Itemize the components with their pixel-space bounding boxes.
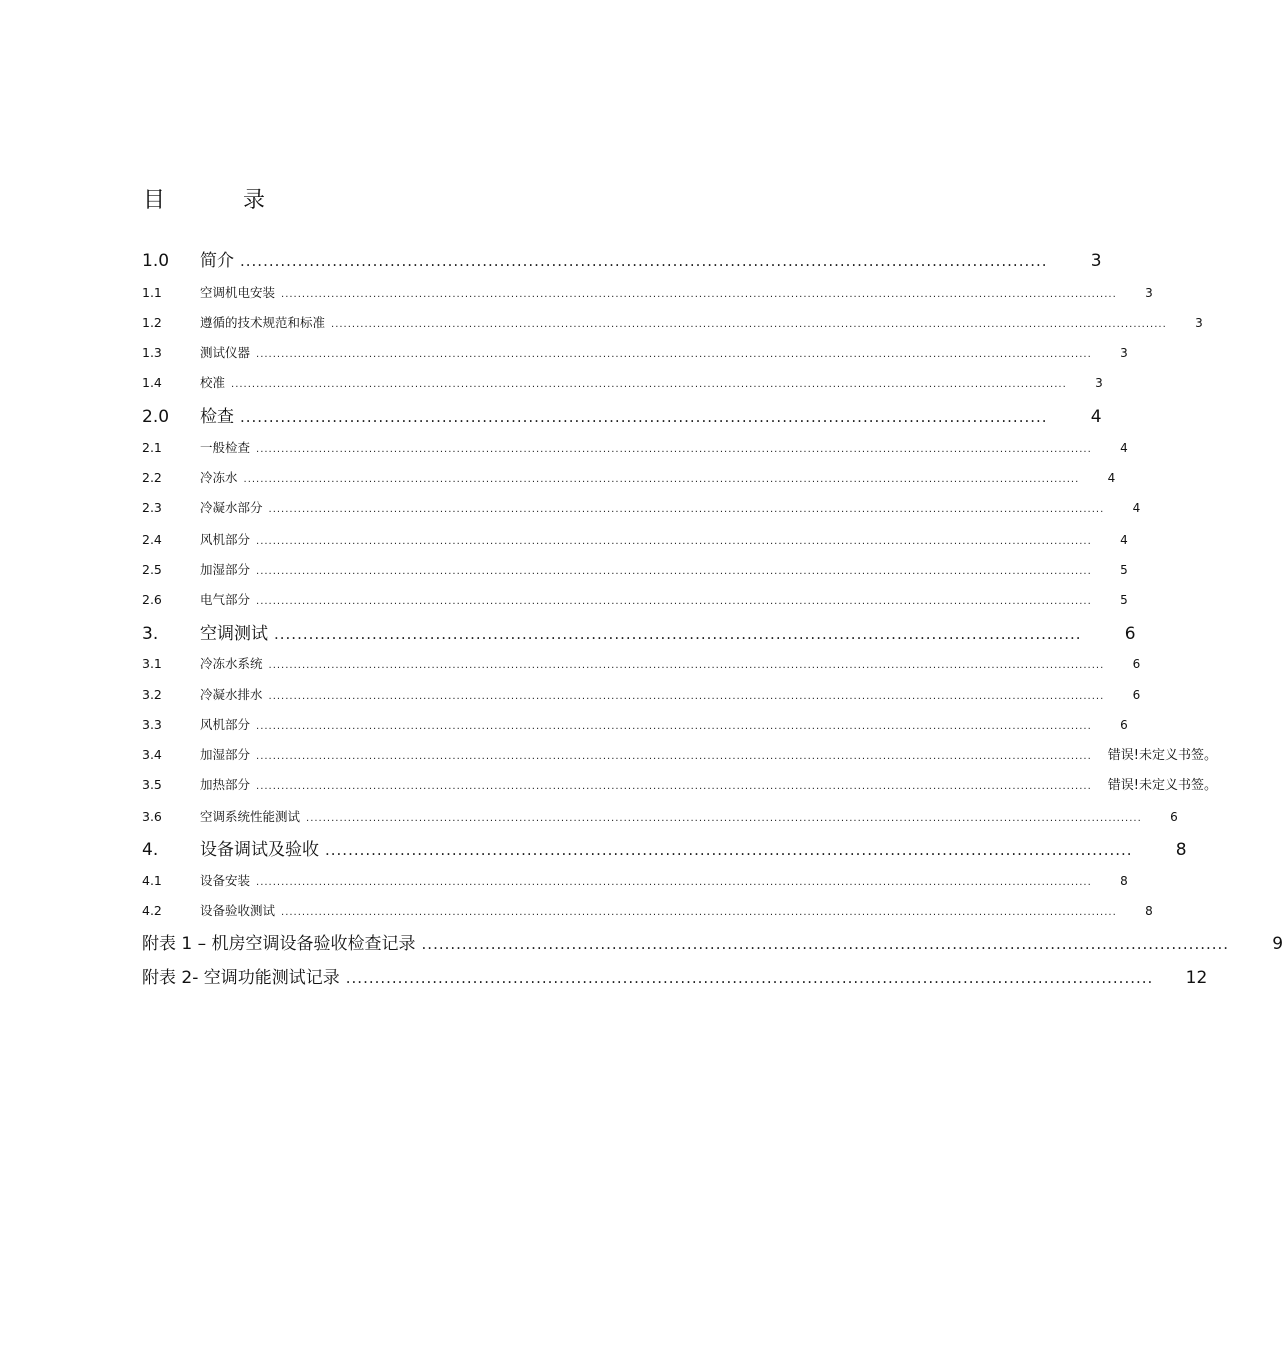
toc-entry-label: 检查 — [200, 407, 234, 427]
toc-entry[interactable] — [142, 775, 1217, 795]
toc-entry[interactable] — [142, 590, 1128, 610]
toc-entry[interactable] — [142, 837, 1187, 863]
toc-leader-dots: ........................................................................................................................................................................................................ — [268, 504, 1105, 515]
toc-entry-label: 风机部分 — [200, 717, 251, 732]
toc-entry-number: 3.4 — [142, 747, 162, 762]
toc-entry-number: 2.1 — [142, 440, 162, 455]
toc-entry-number: 1.1 — [142, 285, 162, 300]
toc-entry[interactable] — [142, 654, 1141, 674]
toc-entry[interactable] — [142, 560, 1128, 580]
toc-entry-number: 1.0 — [142, 251, 170, 271]
toc-leader-dots: ........................................................................................................................................................................................................ — [256, 877, 1092, 888]
toc-leader-dots: ............................................................................................................................................ — [345, 969, 1154, 987]
toc-entry-number: 1.4 — [142, 375, 162, 390]
toc-leader-dots: ........................................................................................................................................................................................................ — [256, 721, 1092, 732]
toc-entry-number: 3.5 — [142, 777, 162, 792]
toc-entry-number: 2.5 — [142, 562, 162, 577]
toc-entry[interactable] — [142, 965, 1208, 991]
toc-entry-page: 3 — [1145, 286, 1153, 300]
toc-leader-dots: ........................................................................................................................................................................................................ — [256, 781, 1092, 792]
toc-entry[interactable] — [142, 621, 1136, 647]
toc-leader-dots: ........................................................................................................................................................................................................ — [268, 660, 1105, 671]
toc-leader-dots: ........................................................................................................................................................................................................ — [231, 379, 1067, 390]
toc-entry-label: 电气部分 — [200, 592, 251, 607]
toc-entry-number: 3.2 — [142, 687, 162, 702]
toc-entry-number: 2.4 — [142, 532, 162, 547]
toc-entry-number: 2.0 — [142, 407, 170, 427]
toc-entry-page: 6 — [1132, 688, 1141, 702]
toc-entry-page: 4 — [1132, 501, 1141, 515]
toc-leader-dots: ........................................................................................................................................................................................................ — [256, 566, 1092, 577]
toc-entry-label: 设备调试及验收 — [200, 840, 319, 860]
toc-entry-page: 8 — [1145, 904, 1153, 918]
toc-entry-page: 3 — [1090, 251, 1102, 271]
toc-entry-label: 设备验收测试 — [200, 903, 276, 918]
toc-leader-dots: ........................................................................................................................................................................................................ — [256, 751, 1092, 762]
toc-entry-number: 3.6 — [142, 809, 162, 824]
toc-leader-dots: ............................................................................................................................................ — [421, 935, 1230, 953]
toc-entry-page: 12 — [1185, 968, 1208, 988]
toc-entry[interactable] — [142, 343, 1128, 363]
toc-entry-page: 6 — [1120, 718, 1128, 732]
toc-entry-page: 5 — [1120, 593, 1128, 607]
toc-entry-number: 3.1 — [142, 656, 162, 671]
toc-leader-dots: ............................................................................................................................................ — [240, 408, 1048, 426]
toc-leader-dots: ............................................................................................................................................ — [240, 252, 1048, 270]
toc-entry-label: 设备安装 — [200, 873, 251, 888]
toc-entry[interactable] — [142, 530, 1128, 550]
toc-entry-label: 空调测试 — [200, 624, 268, 644]
toc-entry[interactable] — [142, 373, 1103, 393]
toc-entry-page: 错误!未定义书签。 — [1107, 748, 1217, 763]
toc-entry[interactable] — [142, 871, 1128, 891]
toc-entry-number: 2.3 — [142, 500, 162, 515]
toc-entry-page: 错误!未定义书签。 — [1107, 778, 1217, 793]
toc-entry-label: 附表 2- 空调功能测试记录 — [142, 968, 340, 988]
toc-leader-dots: ............................................................................................................................................ — [325, 841, 1133, 859]
toc-entry-page: 5 — [1120, 563, 1128, 577]
toc-entry-page: 4 — [1090, 407, 1102, 427]
toc-entry-page: 3 — [1120, 346, 1128, 360]
toc-leader-dots: ........................................................................................................................................................................................................ — [268, 691, 1105, 702]
toc-entry-number: 4.1 — [142, 873, 162, 888]
toc-entry[interactable] — [142, 745, 1217, 765]
toc-entry-label: 加湿部分 — [200, 562, 251, 577]
toc-entry-number: 4. — [142, 840, 159, 860]
toc-entry-page: 4 — [1120, 533, 1128, 547]
toc-entry[interactable] — [142, 807, 1178, 827]
toc-entry[interactable] — [142, 404, 1102, 430]
toc-entry[interactable] — [142, 283, 1153, 303]
toc-leader-dots: ........................................................................................................................................................................................................ — [256, 596, 1092, 607]
toc-leader-dots: ........................................................................................................................................................................................................ — [256, 349, 1092, 360]
toc-entry-page: 4 — [1107, 471, 1116, 485]
toc-entry-label: 校准 — [200, 375, 226, 390]
toc-entry-label: 冷冻水 — [200, 470, 238, 485]
toc-entry-page: 6 — [1132, 657, 1141, 671]
toc-entry[interactable] — [142, 715, 1128, 735]
toc-title: 目 录 — [143, 188, 294, 213]
toc-leader-dots: ........................................................................................................................................................................................................ — [281, 289, 1117, 300]
toc-entry-label: 空调机电安装 — [200, 285, 276, 300]
toc-entry-number: 3.3 — [142, 717, 162, 732]
toc-leader-dots: ........................................................................................................................................................................................................ — [331, 319, 1167, 330]
toc-entry-number: 1.3 — [142, 345, 162, 360]
toc-entry-label: 测试仪器 — [200, 345, 251, 360]
toc-entry-number: 4.2 — [142, 903, 162, 918]
toc-entry-page: 3 — [1195, 316, 1203, 330]
toc-entry-label: 空调系统性能测试 — [200, 809, 301, 824]
toc-entry[interactable] — [142, 901, 1153, 921]
toc-entry-number: 2.2 — [142, 470, 162, 485]
toc-entry-page: 6 — [1170, 810, 1178, 824]
toc-leader-dots: ........................................................................................................................................................................................................ — [243, 474, 1080, 485]
toc-entry-label: 一般检查 — [200, 440, 251, 455]
toc-leader-dots: ........................................................................................................................................................................................................ — [281, 907, 1117, 918]
toc-entry[interactable] — [142, 685, 1141, 705]
toc-entry-label: 冷凝水排水 — [200, 687, 263, 702]
toc-entry-page: 3 — [1095, 376, 1103, 390]
toc-entry-label: 附表 1 – 机房空调设备验收检查记录 — [142, 934, 416, 954]
toc-entry-page: 8 — [1120, 874, 1128, 888]
toc-entry-label: 遵循的技术规范和标准 — [200, 315, 326, 330]
toc-entry[interactable] — [142, 438, 1128, 458]
toc-leader-dots: ............................................................................................................................................ — [274, 625, 1082, 643]
toc-entry-label: 冷凝水部分 — [200, 500, 263, 515]
toc-entry[interactable] — [142, 313, 1203, 333]
toc-entry[interactable] — [142, 498, 1141, 518]
toc-entry-number: 3. — [142, 624, 159, 644]
toc-entry-page: 9 — [1272, 934, 1283, 954]
toc-entry[interactable] — [142, 931, 1283, 957]
toc-entry[interactable] — [142, 468, 1116, 488]
toc-entry-page: 4 — [1120, 441, 1128, 455]
toc-entry-label: 风机部分 — [200, 532, 251, 547]
toc-leader-dots: ........................................................................................................................................................................................................ — [256, 444, 1092, 455]
toc-entry-label: 加湿部分 — [200, 747, 251, 762]
toc-entry-page: 8 — [1175, 840, 1187, 860]
toc-entry-page: 6 — [1124, 624, 1136, 644]
toc-entry[interactable] — [142, 248, 1102, 274]
toc-entry-label: 冷冻水系统 — [200, 656, 263, 671]
toc-entry-number: 1.2 — [142, 315, 162, 330]
toc-entry-label: 简介 — [200, 251, 234, 271]
toc-leader-dots: ........................................................................................................................................................................................................ — [256, 536, 1092, 547]
toc-entry-label: 加热部分 — [200, 777, 251, 792]
toc-entry-number: 2.6 — [142, 592, 162, 607]
toc-leader-dots: ........................................................................................................................................................................................................ — [306, 813, 1142, 824]
